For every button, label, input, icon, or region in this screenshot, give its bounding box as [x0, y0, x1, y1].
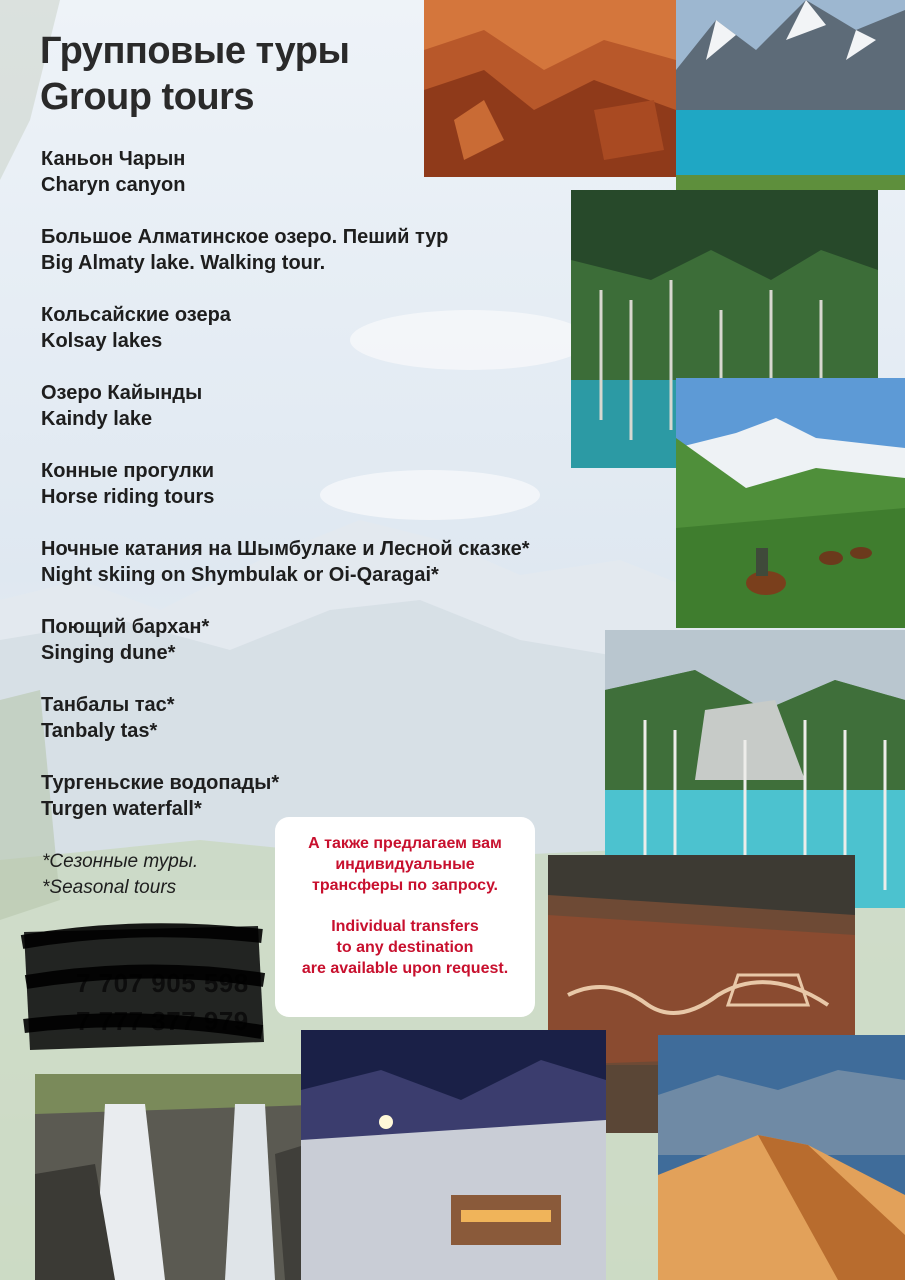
list-item: [41, 458, 581, 510]
tour-ru: Танбалы тас*: [41, 694, 175, 716]
tour-en: Singing dune*: [41, 642, 176, 664]
list-item: [41, 224, 581, 276]
waterfall-photo: [35, 1074, 340, 1280]
list-item: [41, 614, 581, 666]
tour-ru: Поющий бархан*: [41, 616, 210, 638]
offer-ru-line: индивидуальные: [335, 856, 475, 873]
night-ski-photo: [301, 1030, 606, 1280]
phone-block: [18, 922, 268, 1052]
tour-en: Turgen waterfall*: [41, 798, 202, 820]
offer-en-line: are available upon request.: [301, 960, 509, 977]
list-item: [41, 302, 581, 354]
transfer-offer: [275, 817, 535, 1017]
tour-ru: Большое Алматинское озеро. Пеший тур: [41, 226, 449, 248]
list-item: [41, 146, 581, 198]
tour-list: [41, 146, 581, 848]
tour-en: Night skiing on Shymbulak or Oi-Qaragai*: [41, 564, 439, 586]
list-item: [41, 770, 581, 822]
tour-en: Kolsay lakes: [41, 330, 163, 352]
tour-ru: Тургеньские водопады*: [41, 772, 280, 794]
tour-en: Big Almaty lake. Walking tour.: [41, 252, 326, 274]
tour-en: Horse riding tours: [41, 486, 215, 508]
tour-en: Kaindy lake: [41, 408, 153, 430]
page-title: [40, 28, 349, 120]
dune-photo: [658, 1035, 905, 1280]
tour-en: Tanbaly tas*: [41, 720, 158, 742]
tour-ru: Озеро Кайынды: [41, 382, 203, 404]
tour-ru: Каньон Чарын: [41, 148, 186, 170]
title-ru: Групповые туры: [40, 30, 350, 72]
tour-ru: Кольсайские озера: [41, 304, 231, 326]
offer-en-line: to any destination: [336, 939, 474, 956]
list-item: [41, 536, 581, 588]
offer-en-line: Individual transfers: [331, 918, 479, 935]
note-en: *Seasonal tours: [42, 877, 177, 898]
tour-ru: Ночные катания на Шымбулаке и Лесной сказке*: [41, 538, 530, 560]
note-ru: *Сезонные туры.: [42, 851, 199, 872]
tour-en: Charyn canyon: [41, 174, 186, 196]
offer-ru-line: А также предлагаем вам: [308, 835, 502, 852]
offer-ru-line: трансферы по запросу.: [312, 877, 498, 894]
seasonal-note: [42, 849, 198, 901]
horse-photo: [676, 378, 905, 628]
lake-photo: [676, 0, 905, 190]
list-item: [41, 380, 581, 432]
scribble-redaction: [18, 922, 268, 1052]
title-en: Group tours: [40, 76, 255, 118]
list-item: [41, 692, 581, 744]
tour-ru: Конные прогулки: [41, 460, 215, 482]
